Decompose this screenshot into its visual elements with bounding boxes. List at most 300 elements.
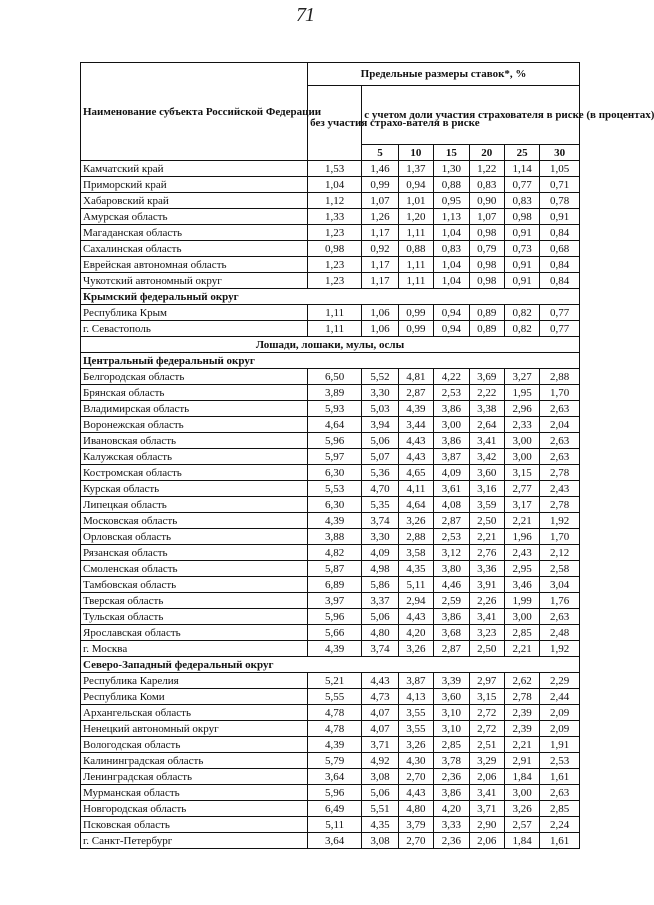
share-rate-cell: 5,07 — [362, 449, 398, 465]
share-rate-cell: 2,53 — [434, 529, 469, 545]
share-rate-cell: 2,63 — [540, 609, 580, 625]
base-rate-cell: 0,98 — [308, 241, 362, 257]
region-name-cell: Мурманская область — [81, 785, 308, 801]
share-rate-cell: 3,68 — [434, 625, 469, 641]
share-rate-cell: 3,74 — [362, 513, 398, 529]
share-rate-cell: 3,00 — [434, 417, 469, 433]
share-rate-cell: 0,83 — [469, 177, 504, 193]
share-rate-cell: 2,33 — [504, 417, 539, 433]
base-rate-cell: 6,30 — [308, 465, 362, 481]
table-row — [81, 449, 580, 465]
animal-group-label: Лошади, лошаки, мулы, ослы — [81, 337, 580, 353]
share-rate-cell: 2,72 — [469, 705, 504, 721]
share-rate-cell: 2,22 — [469, 385, 504, 401]
region-name-cell: г. Москва — [81, 641, 308, 657]
base-rate-cell: 4,39 — [308, 513, 362, 529]
region-name-cell: Ленинградская область — [81, 769, 308, 785]
share-rate-cell: 3,41 — [469, 609, 504, 625]
share-rate-cell: 1,11 — [398, 225, 433, 241]
share-rate-cell: 3,37 — [362, 593, 398, 609]
share-rate-cell: 0,78 — [540, 193, 580, 209]
share-rate-cell: 3,36 — [469, 561, 504, 577]
share-rate-cell: 2,36 — [434, 833, 469, 849]
share-rate-cell: 1,11 — [398, 257, 433, 273]
share-rate-cell: 5,86 — [362, 577, 398, 593]
base-rate-cell: 1,11 — [308, 321, 362, 337]
share-rate-cell: 4,20 — [398, 625, 433, 641]
share-rate-cell: 2,72 — [469, 721, 504, 737]
share-rate-cell: 4,46 — [434, 577, 469, 593]
share-rate-cell: 2,39 — [504, 721, 539, 737]
table-row — [81, 641, 580, 657]
district-section-row — [81, 657, 580, 673]
share-rate-cell: 1,61 — [540, 833, 580, 849]
share-rate-cell: 2,09 — [540, 721, 580, 737]
region-name-cell: Смоленская область — [81, 561, 308, 577]
share-rate-cell: 3,00 — [504, 449, 539, 465]
region-name-cell: Курская область — [81, 481, 308, 497]
share-rate-cell: 0,98 — [469, 257, 504, 273]
share-rate-cell: 3,91 — [469, 577, 504, 593]
table-row — [81, 737, 580, 753]
share-rate-cell: 0,91 — [540, 209, 580, 225]
share-rate-cell: 3,00 — [504, 785, 539, 801]
region-name-cell: Архангельская область — [81, 705, 308, 721]
region-name-cell: Ярославская область — [81, 625, 308, 641]
share-rate-cell: 0,99 — [398, 305, 433, 321]
share-rate-cell: 1,99 — [504, 593, 539, 609]
district-section-label: Крымский федеральный округ — [81, 289, 580, 305]
share-rate-cell: 0,68 — [540, 241, 580, 257]
share-rate-cell: 1,37 — [398, 161, 433, 177]
share-rate-cell: 2,78 — [540, 465, 580, 481]
animal-group-row — [81, 337, 580, 353]
share-col-header: 10 — [398, 145, 433, 161]
share-rate-cell: 3,27 — [504, 369, 539, 385]
share-rate-cell: 2,87 — [398, 385, 433, 401]
share-rate-cell: 3,10 — [434, 721, 469, 737]
region-name-cell: Республика Коми — [81, 689, 308, 705]
share-rate-cell: 4,92 — [362, 753, 398, 769]
share-rate-cell: 2,85 — [434, 737, 469, 753]
share-rate-cell: 0,84 — [540, 273, 580, 289]
share-rate-cell: 0,98 — [469, 273, 504, 289]
share-rate-cell: 5,06 — [362, 785, 398, 801]
share-rate-cell: 3,94 — [362, 417, 398, 433]
share-rate-cell: 4,35 — [398, 561, 433, 577]
share-rate-cell: 1,30 — [434, 161, 469, 177]
base-rate-cell: 5,93 — [308, 401, 362, 417]
base-rate-cell: 1,33 — [308, 209, 362, 225]
share-rate-cell: 3,10 — [434, 705, 469, 721]
share-rate-cell: 5,03 — [362, 401, 398, 417]
table-row — [81, 833, 580, 849]
table-row — [81, 561, 580, 577]
share-rate-cell: 4,80 — [398, 801, 433, 817]
share-rate-cell: 2,91 — [504, 753, 539, 769]
base-rate-cell: 4,39 — [308, 737, 362, 753]
share-rate-cell: 2,06 — [469, 833, 504, 849]
share-rate-cell: 3,30 — [362, 385, 398, 401]
table-row — [81, 321, 580, 337]
share-rate-cell: 3,26 — [504, 801, 539, 817]
base-rate-cell: 6,50 — [308, 369, 362, 385]
base-rate-cell: 3,64 — [308, 769, 362, 785]
region-name-cell: Еврейская автономная область — [81, 257, 308, 273]
share-rate-cell: 1,92 — [540, 513, 580, 529]
table-row — [81, 417, 580, 433]
share-rate-cell: 3,29 — [469, 753, 504, 769]
share-rate-cell: 3,39 — [434, 673, 469, 689]
share-rate-cell: 4,09 — [362, 545, 398, 561]
share-rate-cell: 0,99 — [398, 321, 433, 337]
share-rate-cell: 1,06 — [362, 305, 398, 321]
base-rate-cell: 5,96 — [308, 785, 362, 801]
share-rate-cell: 3,71 — [362, 737, 398, 753]
share-rate-cell: 2,06 — [469, 769, 504, 785]
share-rate-cell: 0,94 — [434, 321, 469, 337]
share-rate-cell: 4,22 — [434, 369, 469, 385]
share-rate-cell: 0,89 — [469, 305, 504, 321]
region-name-cell: Брянская область — [81, 385, 308, 401]
share-rate-cell: 0,84 — [540, 257, 580, 273]
share-rate-cell: 3,04 — [540, 577, 580, 593]
share-rate-cell: 2,58 — [540, 561, 580, 577]
share-rate-cell: 3,86 — [434, 433, 469, 449]
share-rate-cell: 2,53 — [540, 753, 580, 769]
table-row — [81, 753, 580, 769]
base-rate-cell: 5,96 — [308, 609, 362, 625]
share-rate-cell: 2,63 — [540, 401, 580, 417]
share-rate-cell: 4,07 — [362, 721, 398, 737]
table-row — [81, 385, 580, 401]
share-rate-cell: 3,41 — [469, 785, 504, 801]
base-rate-cell: 5,11 — [308, 817, 362, 833]
table-row — [81, 209, 580, 225]
share-rate-cell: 0,77 — [504, 177, 539, 193]
table-row — [81, 273, 580, 289]
page-number: 71 — [296, 4, 314, 26]
share-rate-cell: 1,07 — [469, 209, 504, 225]
table-row — [81, 689, 580, 705]
share-rate-cell: 4,73 — [362, 689, 398, 705]
share-rate-cell: 2,87 — [434, 641, 469, 657]
share-rate-cell: 2,96 — [504, 401, 539, 417]
share-rate-cell: 2,77 — [504, 481, 539, 497]
share-rate-cell: 3,55 — [398, 705, 433, 721]
share-rate-cell: 0,84 — [540, 225, 580, 241]
share-rate-cell: 3,30 — [362, 529, 398, 545]
share-rate-cell: 2,21 — [504, 737, 539, 753]
share-rate-cell: 0,77 — [540, 321, 580, 337]
share-rate-cell: 2,85 — [540, 801, 580, 817]
share-rate-cell: 3,69 — [469, 369, 504, 385]
share-rate-cell: 2,88 — [540, 369, 580, 385]
share-rate-cell: 1,04 — [434, 225, 469, 241]
district-section-row — [81, 353, 580, 369]
share-rate-cell: 3,16 — [469, 481, 504, 497]
region-name-cell: Тверская область — [81, 593, 308, 609]
share-col-header: 20 — [469, 145, 504, 161]
share-rate-cell: 2,21 — [504, 513, 539, 529]
share-rate-cell: 0,99 — [362, 177, 398, 193]
base-rate-cell: 4,64 — [308, 417, 362, 433]
base-rate-cell: 5,96 — [308, 433, 362, 449]
share-col-header: 15 — [434, 145, 469, 161]
share-rate-cell: 0,79 — [469, 241, 504, 257]
base-rate-cell: 1,12 — [308, 193, 362, 209]
region-name-cell: Камчатский край — [81, 161, 308, 177]
share-rate-cell: 0,82 — [504, 305, 539, 321]
region-name-cell: Орловская область — [81, 529, 308, 545]
table-row — [81, 705, 580, 721]
share-rate-cell: 1,22 — [469, 161, 504, 177]
region-name-cell: Тамбовская область — [81, 577, 308, 593]
table-row — [81, 257, 580, 273]
table-row — [81, 177, 580, 193]
region-name-cell: г. Санкт-Петербург — [81, 833, 308, 849]
share-rate-cell: 0,73 — [504, 241, 539, 257]
share-rate-cell: 1,61 — [540, 769, 580, 785]
share-rate-cell: 1,06 — [362, 321, 398, 337]
base-rate-cell: 6,49 — [308, 801, 362, 817]
share-rate-cell: 4,43 — [398, 785, 433, 801]
share-rate-cell: 2,85 — [504, 625, 539, 641]
base-rate-cell: 1,04 — [308, 177, 362, 193]
share-rate-cell: 2,78 — [540, 497, 580, 513]
share-rate-cell: 3,38 — [469, 401, 504, 417]
share-rate-cell: 1,70 — [540, 529, 580, 545]
share-rate-cell: 3,00 — [504, 609, 539, 625]
share-rate-cell: 2,50 — [469, 513, 504, 529]
share-rate-cell: 0,88 — [398, 241, 433, 257]
share-rate-cell: 4,13 — [398, 689, 433, 705]
share-rate-cell: 3,87 — [434, 449, 469, 465]
share-rate-cell: 2,87 — [434, 513, 469, 529]
share-rate-cell: 1,17 — [362, 257, 398, 273]
share-rate-cell: 0,98 — [469, 225, 504, 241]
share-rate-cell: 5,35 — [362, 497, 398, 513]
share-rate-cell: 3,44 — [398, 417, 433, 433]
share-rate-cell: 5,36 — [362, 465, 398, 481]
share-rate-cell: 4,08 — [434, 497, 469, 513]
base-rate-cell: 4,82 — [308, 545, 362, 561]
base-rate-cell: 1,53 — [308, 161, 362, 177]
district-section-label: Северо-Западный федеральный округ — [81, 657, 580, 673]
base-rate-cell: 1,23 — [308, 273, 362, 289]
share-rate-cell: 5,11 — [398, 577, 433, 593]
share-rate-cell: 3,41 — [469, 433, 504, 449]
share-rate-cell: 2,48 — [540, 625, 580, 641]
share-rate-cell: 2,95 — [504, 561, 539, 577]
share-rate-cell: 3,17 — [504, 497, 539, 513]
share-rate-cell: 2,36 — [434, 769, 469, 785]
base-rate-cell: 5,66 — [308, 625, 362, 641]
share-rate-cell: 5,06 — [362, 609, 398, 625]
region-name-cell: Новгородская область — [81, 801, 308, 817]
share-rate-cell: 1,05 — [540, 161, 580, 177]
table-row — [81, 769, 580, 785]
region-name-cell: Сахалинская область — [81, 241, 308, 257]
share-rate-cell: 2,70 — [398, 833, 433, 849]
share-rate-cell: 3,08 — [362, 833, 398, 849]
share-col-header: 30 — [540, 145, 580, 161]
share-rate-cell: 4,30 — [398, 753, 433, 769]
share-rate-cell: 3,86 — [434, 785, 469, 801]
share-rate-cell: 3,86 — [434, 401, 469, 417]
share-rate-cell: 1,92 — [540, 641, 580, 657]
share-rate-cell: 2,94 — [398, 593, 433, 609]
share-rate-cell: 2,97 — [469, 673, 504, 689]
table-row — [81, 465, 580, 481]
share-rate-cell: 3,26 — [398, 513, 433, 529]
base-rate-cell: 4,78 — [308, 705, 362, 721]
table-row — [81, 225, 580, 241]
region-name-cell: Белгородская область — [81, 369, 308, 385]
share-rate-cell: 2,64 — [469, 417, 504, 433]
share-rate-cell: 2,43 — [504, 545, 539, 561]
share-rate-cell: 3,79 — [398, 817, 433, 833]
share-rate-cell: 3,23 — [469, 625, 504, 641]
region-name-cell: Ненецкий автономный округ — [81, 721, 308, 737]
share-rate-cell: 4,09 — [434, 465, 469, 481]
region-name-cell: Вологодская область — [81, 737, 308, 753]
table-row — [81, 433, 580, 449]
share-rate-cell: 3,60 — [434, 689, 469, 705]
share-rate-cell: 2,26 — [469, 593, 504, 609]
share-rate-cell: 1,14 — [504, 161, 539, 177]
region-name-cell: Чукотский автономный округ — [81, 273, 308, 289]
share-rate-cell: 0,89 — [469, 321, 504, 337]
share-rate-cell: 3,87 — [398, 673, 433, 689]
region-name-cell: Калужская область — [81, 449, 308, 465]
share-rate-cell: 1,04 — [434, 273, 469, 289]
share-rate-cell: 2,90 — [469, 817, 504, 833]
share-rate-cell: 2,09 — [540, 705, 580, 721]
share-rate-cell: 2,39 — [504, 705, 539, 721]
share-rate-cell: 2,57 — [504, 817, 539, 833]
table-row — [81, 593, 580, 609]
base-rate-cell: 1,11 — [308, 305, 362, 321]
share-rate-cell: 1,04 — [434, 257, 469, 273]
share-rate-cell: 5,51 — [362, 801, 398, 817]
share-rate-cell: 3,61 — [434, 481, 469, 497]
base-rate-cell: 6,30 — [308, 497, 362, 513]
share-rate-cell: 0,95 — [434, 193, 469, 209]
base-rate-cell: 5,55 — [308, 689, 362, 705]
share-rate-cell: 0,71 — [540, 177, 580, 193]
share-rate-cell: 3,58 — [398, 545, 433, 561]
share-rate-cell: 0,94 — [398, 177, 433, 193]
share-rate-cell: 2,12 — [540, 545, 580, 561]
share-rate-cell: 2,44 — [540, 689, 580, 705]
share-rate-cell: 1,01 — [398, 193, 433, 209]
table-row — [81, 305, 580, 321]
share-rate-cell: 2,51 — [469, 737, 504, 753]
share-rate-cell: 4,70 — [362, 481, 398, 497]
share-rate-cell: 3,78 — [434, 753, 469, 769]
share-rate-cell: 0,94 — [434, 305, 469, 321]
share-rate-cell: 0,82 — [504, 321, 539, 337]
district-section-row — [81, 289, 580, 305]
share-rate-cell: 1,07 — [362, 193, 398, 209]
share-rate-cell: 3,86 — [434, 609, 469, 625]
region-name-cell: Ивановская область — [81, 433, 308, 449]
share-rate-cell: 4,43 — [362, 673, 398, 689]
base-rate-cell: 6,89 — [308, 577, 362, 593]
region-name-cell: Амурская область — [81, 209, 308, 225]
share-rate-cell: 2,76 — [469, 545, 504, 561]
share-col-header: 5 — [362, 145, 398, 161]
share-rate-cell: 3,33 — [434, 817, 469, 833]
share-rate-cell: 3,71 — [469, 801, 504, 817]
table-row — [81, 609, 580, 625]
share-rate-cell: 1,17 — [362, 273, 398, 289]
share-rate-cell: 1,20 — [398, 209, 433, 225]
share-rate-cell: 0,91 — [504, 257, 539, 273]
base-rate-cell: 3,64 — [308, 833, 362, 849]
table-row — [81, 785, 580, 801]
share-rate-cell: 0,83 — [504, 193, 539, 209]
share-rate-cell: 4,43 — [398, 433, 433, 449]
share-rate-cell: 2,50 — [469, 641, 504, 657]
share-col-header: 25 — [504, 145, 539, 161]
share-rate-cell: 3,15 — [504, 465, 539, 481]
share-rate-cell: 4,65 — [398, 465, 433, 481]
share-rate-cell: 0,88 — [434, 177, 469, 193]
table-row — [81, 577, 580, 593]
share-rate-cell: 4,43 — [398, 449, 433, 465]
share-rate-cell: 2,78 — [504, 689, 539, 705]
region-name-cell: Псковская область — [81, 817, 308, 833]
share-rate-cell: 4,81 — [398, 369, 433, 385]
share-rate-cell: 0,77 — [540, 305, 580, 321]
base-rate-cell: 3,89 — [308, 385, 362, 401]
table-row — [81, 369, 580, 385]
share-rate-cell: 1,91 — [540, 737, 580, 753]
table-row — [81, 481, 580, 497]
share-rate-cell: 4,11 — [398, 481, 433, 497]
base-rate-cell: 1,23 — [308, 257, 362, 273]
share-rate-cell: 1,95 — [504, 385, 539, 401]
share-rate-cell: 5,52 — [362, 369, 398, 385]
share-rate-cell: 4,43 — [398, 609, 433, 625]
share-rate-cell: 0,92 — [362, 241, 398, 257]
share-rate-cell: 3,46 — [504, 577, 539, 593]
region-name-cell: Московская область — [81, 513, 308, 529]
share-rate-cell: 3,00 — [504, 433, 539, 449]
share-rate-cell: 4,98 — [362, 561, 398, 577]
share-rate-cell: 3,55 — [398, 721, 433, 737]
share-rate-cell: 1,11 — [398, 273, 433, 289]
base-rate-cell: 3,88 — [308, 529, 362, 545]
share-rate-cell: 1,26 — [362, 209, 398, 225]
share-rate-cell: 2,59 — [434, 593, 469, 609]
table-row — [81, 673, 580, 689]
table-row — [81, 529, 580, 545]
share-rate-cell: 2,04 — [540, 417, 580, 433]
district-section-label: Центральный федеральный округ — [81, 353, 580, 369]
share-rate-cell: 4,20 — [434, 801, 469, 817]
share-rate-cell: 2,63 — [540, 785, 580, 801]
region-name-cell: Рязанская область — [81, 545, 308, 561]
region-name-cell: Приморский край — [81, 177, 308, 193]
share-rate-cell: 1,13 — [434, 209, 469, 225]
share-rate-cell: 1,96 — [504, 529, 539, 545]
share-rate-cell: 0,90 — [469, 193, 504, 209]
share-rate-cell: 3,12 — [434, 545, 469, 561]
share-rate-cell: 2,21 — [504, 641, 539, 657]
